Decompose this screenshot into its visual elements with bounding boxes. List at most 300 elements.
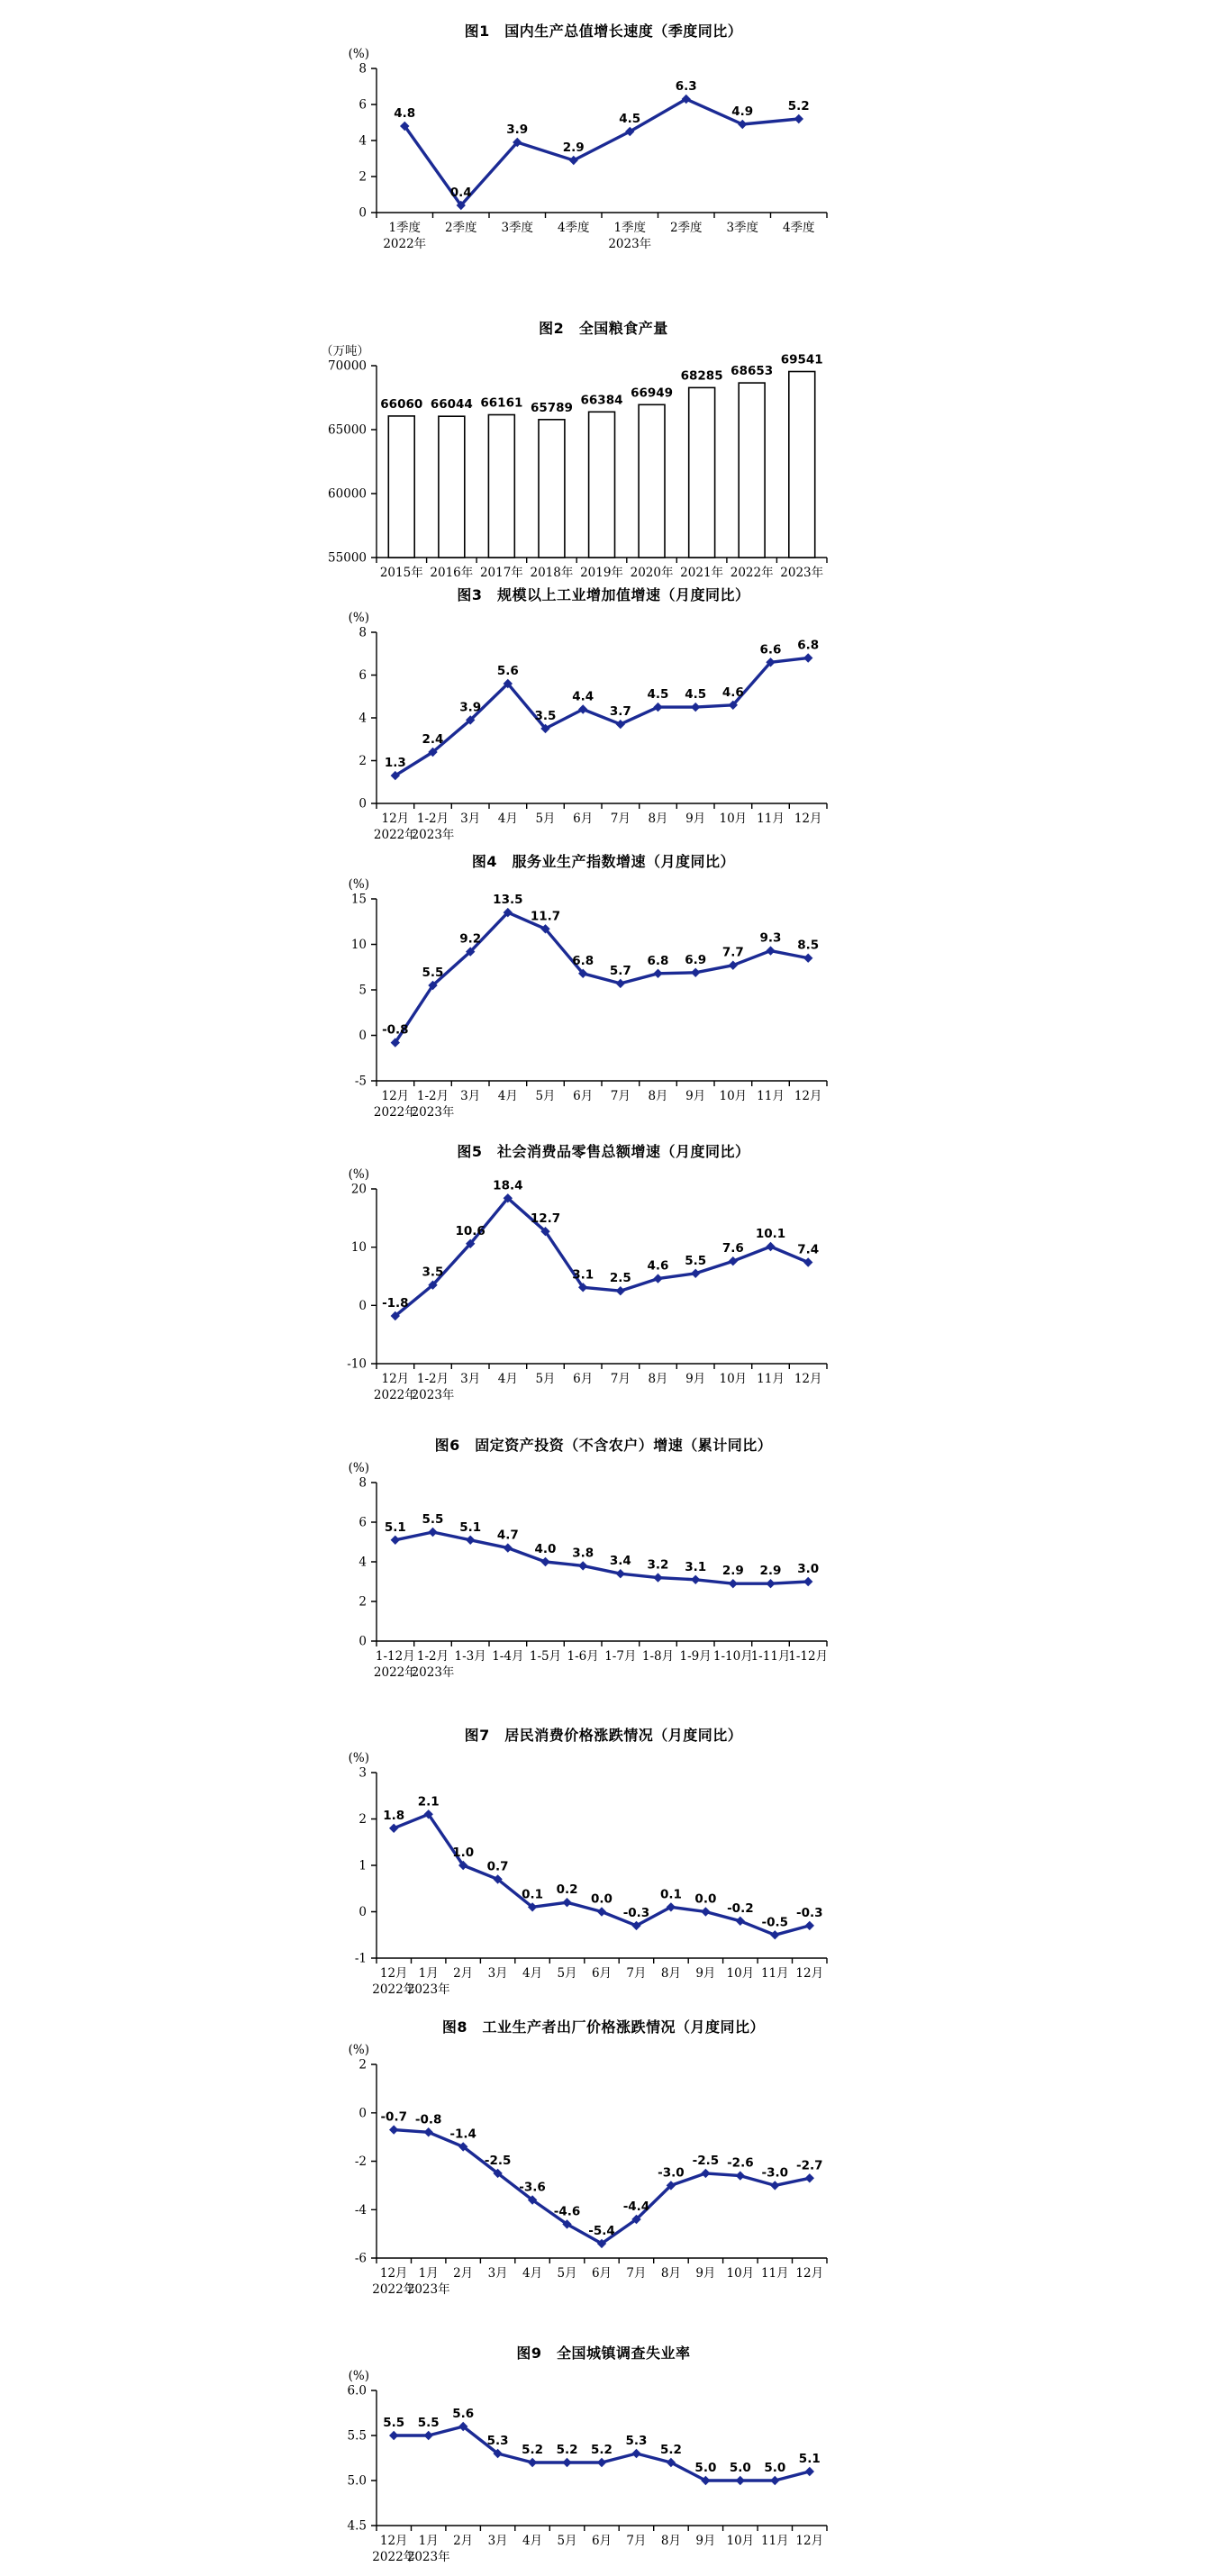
x-tick-label: 2023年 — [780, 566, 824, 580]
point-value-label: -3.6 — [519, 2180, 546, 2195]
x-tick-label: 5月 — [535, 1372, 556, 1386]
chart-title: 图6 固定资产投资（不含农户）增速（累计同比） — [434, 1437, 773, 1454]
axis-unit-label: (%) — [348, 2369, 369, 2383]
x-tick-label: 1季度 — [613, 221, 647, 235]
x-tick-label: 4月 — [497, 1372, 518, 1386]
point-value-label: 4.5 — [685, 687, 707, 703]
axis-unit-label: (%) — [348, 611, 369, 625]
bar-value-label: 66060 — [380, 396, 423, 412]
point-value-label: -3.0 — [658, 2165, 685, 2181]
x-tick-label: 4月 — [497, 1089, 518, 1103]
bar-value-label: 66044 — [430, 397, 473, 413]
point-value-label: 4.4 — [572, 689, 594, 704]
x-year-label: 2023年 — [411, 1105, 455, 1120]
data-point-marker — [424, 2431, 433, 2440]
point-value-label: 5.7 — [609, 963, 631, 978]
point-value-label: 2.4 — [422, 732, 444, 747]
x-year-label: 2023年 — [406, 2282, 450, 2297]
point-value-label: 6.8 — [572, 953, 594, 968]
figure-9-unemployment-rate-chart — [295, 2342, 912, 2572]
x-year-label: 2023年 — [411, 1388, 455, 1402]
x-tick-label: 4月 — [522, 2534, 543, 2548]
data-point-marker — [616, 979, 625, 988]
x-tick-label: 1-2月 — [416, 1089, 449, 1103]
data-point-marker — [770, 2476, 779, 2485]
x-tick-label: 9月 — [695, 1966, 716, 1981]
x-tick-label: 1-10月 — [712, 1649, 753, 1664]
bar — [689, 387, 715, 558]
x-tick-label: 12月 — [379, 1966, 408, 1981]
data-point-marker — [691, 703, 700, 712]
x-tick-label: 12月 — [381, 812, 410, 826]
point-value-label: 2.1 — [417, 1794, 440, 1810]
point-value-label: -0.5 — [761, 1915, 789, 1930]
x-tick-label: 2017年 — [479, 566, 523, 580]
data-point-marker — [805, 2173, 814, 2182]
data-point-marker — [805, 1921, 814, 1930]
point-value-label: 5.0 — [694, 2461, 717, 2475]
y-tick-label: -6 — [354, 2251, 367, 2266]
point-value-label: 3.9 — [459, 700, 482, 715]
point-value-label: 10.6 — [455, 1223, 486, 1238]
x-tick-label: 5月 — [535, 812, 556, 826]
y-tick-label: 4 — [358, 133, 367, 149]
point-value-label: 3.9 — [506, 122, 529, 137]
axis-unit-label: (%) — [348, 877, 369, 892]
x-tick-label: 9月 — [685, 1372, 706, 1386]
chart-title: 图2 全国粮食产量 — [539, 320, 668, 337]
data-point-marker — [540, 1557, 549, 1566]
point-value-label: 0.7 — [486, 1859, 509, 1874]
x-tick-label: 1-7月 — [604, 1649, 637, 1664]
chart-canvas — [295, 1164, 912, 1410]
x-tick-label: 6月 — [591, 2266, 613, 2281]
data-point-marker — [389, 2125, 398, 2134]
bar-value-label: 66384 — [580, 393, 623, 408]
axis-lines — [371, 899, 827, 1086]
data-point-marker — [428, 1528, 437, 1537]
point-value-label: 2.9 — [562, 141, 585, 155]
figure-8-ppi-chart — [295, 2016, 912, 2305]
x-year-label: 2023年 — [406, 2550, 450, 2564]
y-tick-label: 0 — [358, 796, 367, 812]
x-tick-label: 1-8月 — [641, 1649, 675, 1664]
x-year-label: 2022年 — [373, 828, 417, 842]
x-tick-label: 12月 — [795, 2534, 824, 2548]
x-tick-label: 4月 — [522, 1966, 543, 1981]
x-tick-label: 11月 — [757, 1089, 785, 1103]
axis-lines — [371, 632, 827, 809]
x-tick-label: 3季度 — [501, 221, 534, 235]
bar — [488, 415, 514, 558]
data-point-marker — [691, 1575, 700, 1584]
x-tick-label: 6月 — [591, 1966, 613, 1981]
chart-canvas — [295, 2365, 912, 2572]
x-tick-label: 2016年 — [430, 566, 474, 580]
chart-title: 图1 国内生产总值增长速度（季度同比） — [464, 23, 743, 40]
point-value-label: -4.4 — [622, 2200, 650, 2214]
x-tick-label: 1-6月 — [567, 1649, 599, 1664]
chart-svg — [295, 1457, 912, 1684]
point-value-label: 10.1 — [755, 1227, 786, 1242]
chart-title: 图7 居民消费价格涨跌情况（月度同比） — [464, 1727, 743, 1744]
point-value-label: 8.5 — [797, 938, 820, 953]
x-tick-label: 7月 — [610, 812, 631, 826]
x-tick-label: 6月 — [573, 1372, 594, 1386]
x-tick-label: 3月 — [487, 1966, 508, 1981]
point-value-label: -0.7 — [380, 2109, 407, 2125]
x-tick-label: 12月 — [379, 2266, 408, 2281]
data-point-marker — [770, 2181, 779, 2190]
x-tick-label: 11月 — [760, 1966, 789, 1981]
y-tick-label: 0 — [358, 1905, 367, 1919]
bar-value-label: 65789 — [530, 400, 573, 415]
point-value-label: 1.8 — [383, 1808, 405, 1823]
x-tick-label: 1-2月 — [416, 812, 449, 826]
data-line — [394, 1814, 810, 1935]
data-point-marker — [653, 969, 662, 978]
point-value-label: 6.8 — [797, 638, 820, 653]
x-year-label: 2022年 — [372, 1982, 416, 1997]
y-tick-label: 0 — [358, 1634, 367, 1649]
x-tick-label: 5月 — [557, 2534, 577, 2548]
x-tick-label: 3月 — [460, 1372, 481, 1386]
point-value-label: 0.0 — [694, 1891, 717, 1907]
data-point-marker — [736, 1917, 745, 1926]
point-value-label: 2.9 — [721, 1564, 744, 1579]
point-value-label: 5.1 — [798, 2452, 821, 2466]
x-tick-label: 4季度 — [557, 221, 590, 235]
x-tick-label: 1月 — [418, 2266, 439, 2281]
chart-svg — [295, 874, 912, 1124]
point-value-label: 5.0 — [729, 2461, 751, 2475]
x-tick-label: 1-12月 — [375, 1649, 415, 1664]
x-tick-label: 2月 — [453, 2534, 474, 2548]
x-tick-label: 2022年 — [730, 566, 774, 580]
x-tick-label: 2020年 — [630, 566, 674, 580]
y-tick-label: -4 — [354, 2202, 367, 2218]
chart-canvas — [295, 1457, 912, 1688]
data-point-marker — [528, 2458, 537, 2467]
data-point-marker — [766, 1242, 775, 1251]
x-tick-label: 2季度 — [444, 221, 477, 235]
data-line — [395, 658, 808, 776]
x-year-label: 2022年 — [373, 1665, 417, 1680]
x-year-label: 2023年 — [608, 237, 652, 251]
x-tick-label: 1月 — [418, 2534, 439, 2548]
x-tick-label: 10月 — [726, 1966, 755, 1981]
point-value-label: -4.6 — [553, 2204, 581, 2219]
data-point-marker — [736, 2476, 745, 2485]
point-value-label: 6.3 — [675, 79, 697, 94]
x-tick-label: 10月 — [719, 812, 748, 826]
point-value-label: -2.6 — [727, 2155, 754, 2171]
x-tick-label: 8月 — [660, 2266, 681, 2281]
chart-svg — [295, 1747, 912, 2001]
data-point-marker — [466, 1536, 475, 1545]
point-value-label: 7.4 — [797, 1242, 820, 1257]
y-tick-label: 5 — [358, 983, 367, 998]
x-tick-label: 1月 — [418, 1966, 439, 1981]
x-tick-label: 9月 — [695, 2266, 716, 2281]
data-point-marker — [803, 954, 812, 963]
data-point-marker — [701, 2169, 710, 2178]
x-tick-label: 12月 — [795, 1966, 824, 1981]
chart-title: 图4 服务业生产指数增速（月度同比） — [471, 853, 736, 870]
point-value-label: 2.9 — [759, 1564, 782, 1579]
chart-canvas — [295, 2039, 912, 2305]
y-tick-label: 0 — [358, 2106, 367, 2121]
point-value-label: 7.7 — [721, 945, 744, 960]
point-value-label: 4.5 — [647, 687, 669, 703]
point-value-label: 4.0 — [534, 1542, 557, 1556]
x-tick-label: 1季度 — [388, 221, 422, 235]
point-value-label: 5.2 — [522, 2443, 544, 2457]
point-value-label: 3.4 — [609, 1554, 631, 1569]
figure-5-retail-sales-chart — [295, 1140, 912, 1410]
point-value-label: 18.4 — [493, 1178, 523, 1193]
data-point-marker — [803, 1577, 812, 1586]
y-tick-label: 10 — [350, 1240, 367, 1256]
x-tick-label: 12月 — [794, 812, 822, 826]
point-value-label: 5.6 — [496, 664, 519, 678]
bar-value-label: 69541 — [780, 352, 823, 367]
y-tick-label: 2 — [358, 1594, 367, 1610]
point-value-label: 6.6 — [759, 642, 782, 658]
y-tick-label: 2 — [358, 169, 367, 185]
x-tick-label: 6月 — [573, 812, 594, 826]
data-line — [395, 1532, 808, 1583]
point-value-label: 13.5 — [493, 893, 523, 908]
point-value-label: -0.3 — [796, 1905, 823, 1920]
y-tick-label: 65000 — [328, 422, 367, 438]
x-tick-label: 3月 — [487, 2534, 508, 2548]
data-point-marker — [738, 120, 747, 129]
point-value-label: 3.7 — [609, 704, 631, 720]
y-tick-label: 4 — [358, 711, 367, 726]
x-tick-label: 10月 — [726, 2534, 755, 2548]
data-line — [395, 912, 808, 1043]
point-value-label: 7.6 — [721, 1241, 744, 1256]
figure-1-gdp-growth-chart — [295, 20, 912, 259]
data-point-marker — [729, 1579, 738, 1588]
chart-canvas — [295, 43, 912, 259]
point-value-label: 4.5 — [619, 112, 641, 126]
point-value-label: -0.2 — [727, 1900, 754, 1916]
x-year-label: 2022年 — [372, 2282, 416, 2297]
axis-unit-label: (%) — [348, 2043, 369, 2057]
point-value-label: 5.5 — [685, 1253, 707, 1268]
x-tick-label: 1-11月 — [750, 1649, 791, 1664]
bar-value-label: 68285 — [680, 368, 723, 384]
y-tick-label: 6.0 — [347, 2383, 367, 2399]
data-line — [395, 1198, 808, 1316]
data-point-marker — [653, 1573, 662, 1582]
x-tick-label: 6月 — [573, 1089, 594, 1103]
point-value-label: 0.0 — [591, 1891, 613, 1907]
y-tick-label: 0 — [358, 1298, 367, 1313]
x-year-label: 2022年 — [373, 1388, 417, 1402]
point-value-label: 9.3 — [759, 930, 782, 946]
point-value-label: -5.4 — [588, 2223, 615, 2238]
chart-svg — [295, 340, 912, 586]
y-tick-label: 55000 — [328, 550, 367, 566]
chart-canvas — [295, 874, 912, 1128]
x-tick-label: 2季度 — [669, 221, 703, 235]
data-point-marker — [616, 720, 625, 729]
point-value-label: 5.2 — [787, 99, 810, 113]
figure-3-industrial-value-added-chart — [295, 584, 912, 850]
axis-unit-label: （万吨） — [321, 344, 369, 358]
data-point-marker — [803, 653, 812, 662]
bar — [439, 416, 465, 558]
bar — [739, 383, 765, 558]
data-point-marker — [803, 1257, 812, 1266]
bar-value-label: 66949 — [631, 385, 674, 401]
data-point-marker — [424, 2127, 433, 2137]
figure-2-grain-output-chart — [295, 317, 912, 590]
x-tick-label: 12月 — [794, 1089, 822, 1103]
point-value-label: -1.4 — [449, 2127, 476, 2142]
y-tick-label: 70000 — [328, 358, 367, 374]
x-tick-label: 7月 — [626, 2266, 647, 2281]
x-tick-label: 12月 — [379, 2534, 408, 2548]
y-tick-label: 1 — [358, 1858, 367, 1873]
point-value-label: -2.7 — [796, 2158, 823, 2173]
x-tick-label: 11月 — [760, 2266, 789, 2281]
y-tick-label: 4.5 — [347, 2518, 367, 2534]
y-tick-label: 6 — [358, 668, 367, 683]
point-value-label: -0.8 — [382, 1022, 409, 1038]
point-value-label: 6.9 — [685, 952, 707, 967]
y-tick-label: 8 — [358, 61, 367, 77]
y-tick-label: 6 — [358, 97, 367, 113]
y-tick-label: -2 — [354, 2154, 367, 2169]
point-value-label: -3.0 — [761, 2165, 789, 2181]
data-point-marker — [391, 1536, 400, 1545]
x-tick-label: 2021年 — [680, 566, 724, 580]
point-value-label: 5.5 — [417, 2416, 440, 2430]
y-tick-label: 6 — [358, 1515, 367, 1530]
data-point-marker — [736, 2171, 745, 2180]
y-tick-label: 2 — [358, 1812, 367, 1827]
x-tick-label: 2018年 — [530, 566, 574, 580]
x-tick-label: 3月 — [460, 812, 481, 826]
y-tick-label: 15 — [350, 892, 367, 907]
x-tick-label: 8月 — [660, 1966, 681, 1981]
y-tick-label: 8 — [358, 1475, 367, 1491]
axis-unit-label: (%) — [348, 1461, 369, 1475]
figure-6-fixed-asset-investment-chart — [295, 1434, 912, 1688]
x-tick-label: 12月 — [381, 1089, 410, 1103]
axis-unit-label: (%) — [348, 47, 369, 61]
x-year-label: 2022年 — [372, 2550, 416, 2564]
point-value-label: 1.3 — [384, 756, 406, 771]
figure-4-services-production-index-chart — [295, 850, 912, 1128]
chart-svg — [295, 2365, 912, 2569]
chart-svg — [295, 607, 912, 847]
x-tick-label: 2月 — [453, 1966, 474, 1981]
point-value-label: 5.5 — [383, 2416, 405, 2430]
point-value-label: 4.8 — [394, 106, 416, 121]
data-point-marker — [578, 1561, 587, 1570]
x-tick-label: 12月 — [795, 2266, 824, 2281]
data-point-marker — [653, 1274, 662, 1283]
x-tick-label: 10月 — [726, 2266, 755, 2281]
x-tick-label: 12月 — [794, 1372, 822, 1386]
chart-svg — [295, 43, 912, 256]
point-value-label: 11.7 — [530, 909, 561, 924]
chart-title: 图5 社会消费品零售总额增速（月度同比） — [457, 1143, 750, 1160]
x-tick-label: 10月 — [719, 1089, 748, 1103]
y-tick-label: 2 — [358, 754, 367, 768]
chart-title: 图9 全国城镇调查失业率 — [516, 2345, 691, 2362]
point-value-label: 4.7 — [496, 1528, 519, 1543]
x-tick-label: 5月 — [557, 1966, 577, 1981]
x-tick-label: 3月 — [460, 1089, 481, 1103]
y-tick-label: 8 — [358, 625, 367, 640]
point-value-label: 5.5 — [422, 1512, 444, 1527]
bar — [589, 412, 615, 558]
point-value-label: 3.8 — [572, 1546, 594, 1561]
chart-title: 图8 工业生产者出厂价格涨跌情况（月度同比） — [441, 2018, 766, 2036]
bar — [539, 420, 565, 558]
y-tick-label: 10 — [350, 938, 367, 952]
data-point-marker — [597, 2458, 606, 2467]
data-point-marker — [597, 1907, 606, 1916]
axis-lines — [371, 1773, 827, 1964]
data-point-marker — [389, 1824, 398, 1833]
data-point-marker — [691, 968, 700, 977]
y-tick-label: 5.5 — [347, 2428, 367, 2444]
chart-canvas — [295, 340, 912, 590]
point-value-label: -1.8 — [382, 1295, 409, 1311]
x-tick-label: 1-2月 — [416, 1649, 449, 1664]
axis-unit-label: (%) — [348, 1751, 369, 1765]
x-tick-label: 7月 — [610, 1372, 631, 1386]
y-tick-label: 0 — [358, 205, 367, 221]
data-point-marker — [766, 1579, 775, 1588]
x-year-label: 2023年 — [411, 1665, 455, 1680]
x-tick-label: 2019年 — [580, 566, 623, 580]
point-value-label: 5.1 — [459, 1519, 482, 1535]
x-tick-label: 1-2月 — [416, 1372, 449, 1386]
chart-svg — [295, 1164, 912, 1407]
y-tick-label: 3 — [358, 1765, 367, 1781]
data-point-marker — [794, 114, 804, 123]
data-point-marker — [616, 1569, 625, 1578]
x-tick-label: 3月 — [487, 2266, 508, 2281]
x-year-label: 2022年 — [373, 1105, 417, 1120]
x-tick-label: 6月 — [591, 2534, 613, 2548]
y-tick-label: -10 — [347, 1356, 367, 1372]
data-point-marker — [766, 946, 775, 955]
point-value-label: 5.6 — [452, 2407, 475, 2421]
data-point-marker — [653, 703, 662, 712]
x-tick-label: 1-9月 — [679, 1649, 712, 1664]
point-value-label: 3.2 — [647, 1557, 669, 1573]
x-tick-label: 10月 — [719, 1372, 748, 1386]
point-value-label: 4.6 — [647, 1258, 669, 1274]
x-tick-label: 3季度 — [726, 221, 759, 235]
point-value-label: 4.9 — [731, 104, 754, 119]
x-tick-label: 4季度 — [782, 221, 815, 235]
x-tick-label: 8月 — [648, 812, 668, 826]
data-point-marker — [729, 961, 738, 970]
point-value-label: 0.2 — [556, 1882, 578, 1898]
x-tick-label: 1-3月 — [454, 1649, 486, 1664]
chart-title: 图3 规模以上工业增加值增速（月度同比） — [457, 586, 750, 603]
